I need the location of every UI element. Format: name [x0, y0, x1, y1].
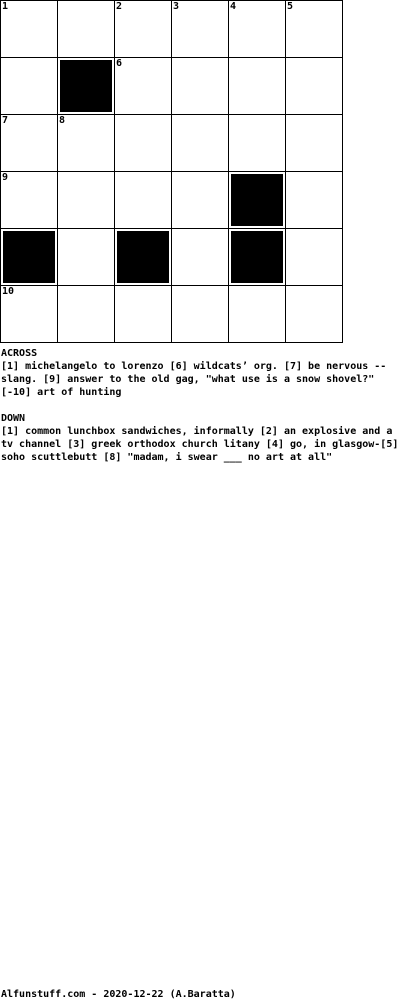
black-square-fill: [117, 231, 169, 283]
down-clues: [1] common lunchbox sandwiches, informally [2] an explosive and a tv channel [3] greek orthodox church litany [4] go, in glasgow-[5] soho scuttlebutt [8] "madam, i swear ___ no art at all": [1, 426, 399, 463]
black-square: [58, 58, 115, 115]
grid-cell[interactable]: [286, 229, 343, 286]
grid-cell[interactable]: [286, 1, 343, 58]
grid-cell[interactable]: [115, 58, 172, 115]
black-square-fill: [60, 60, 112, 112]
grid-cell[interactable]: [115, 115, 172, 172]
clue-number: 10: [2, 286, 15, 297]
clue-number: 5: [287, 1, 294, 12]
grid-cell[interactable]: [1, 286, 58, 343]
grid-cell[interactable]: [58, 1, 115, 58]
clues-panel: [1, 347, 399, 464]
grid-cell[interactable]: [58, 115, 115, 172]
grid-cell[interactable]: [286, 58, 343, 115]
across-clues: [1] michelangelo to lorenzo [6] wildcats’ org. [7] be nervous -- slang. [9] answer to the old gag, "what use is a snow shovel?" [-10] art of hunting: [1, 361, 387, 398]
grid-cell[interactable]: [58, 172, 115, 229]
down-heading: DOWN: [1, 413, 26, 424]
grid-cell[interactable]: [229, 1, 286, 58]
clue-number: 1: [2, 1, 9, 12]
crossword-grid: [0, 0, 343, 343]
black-square: [115, 229, 172, 286]
black-square: [229, 172, 286, 229]
clue-number: 6: [116, 58, 123, 69]
grid-cell[interactable]: [58, 229, 115, 286]
grid-cell[interactable]: [1, 115, 58, 172]
grid-cell[interactable]: [286, 286, 343, 343]
clue-number: 8: [59, 115, 66, 126]
grid-cell[interactable]: [172, 115, 229, 172]
grid-cell[interactable]: [172, 172, 229, 229]
grid-cell[interactable]: [58, 286, 115, 343]
across-heading: ACROSS: [1, 348, 38, 359]
black-square: [229, 229, 286, 286]
grid-cell[interactable]: [229, 115, 286, 172]
grid-cell[interactable]: [172, 1, 229, 58]
clue-number: 9: [2, 172, 9, 183]
grid-cell[interactable]: [1, 1, 58, 58]
black-square-fill: [231, 231, 283, 283]
grid-cell[interactable]: [115, 286, 172, 343]
black-square-fill: [3, 231, 55, 283]
grid-cell[interactable]: [229, 58, 286, 115]
black-square: [1, 229, 58, 286]
grid-cell[interactable]: [172, 229, 229, 286]
grid-cell[interactable]: [172, 58, 229, 115]
black-square-fill: [231, 174, 283, 226]
clue-number: 3: [173, 1, 180, 12]
section-gap: [1, 399, 399, 412]
clue-number: 2: [116, 1, 123, 12]
grid-cell[interactable]: [286, 172, 343, 229]
clue-number: 7: [2, 115, 9, 126]
grid-cell[interactable]: [1, 58, 58, 115]
clue-number: 4: [230, 1, 237, 12]
grid-cell[interactable]: [115, 1, 172, 58]
grid-cell[interactable]: [286, 115, 343, 172]
grid-cell[interactable]: [172, 286, 229, 343]
grid-cell[interactable]: [115, 172, 172, 229]
footer-credit: Alfunstuff.com - 2020-12-22 (A.Baratta): [1, 989, 236, 1000]
grid-cell[interactable]: [1, 172, 58, 229]
grid-cell[interactable]: [229, 286, 286, 343]
